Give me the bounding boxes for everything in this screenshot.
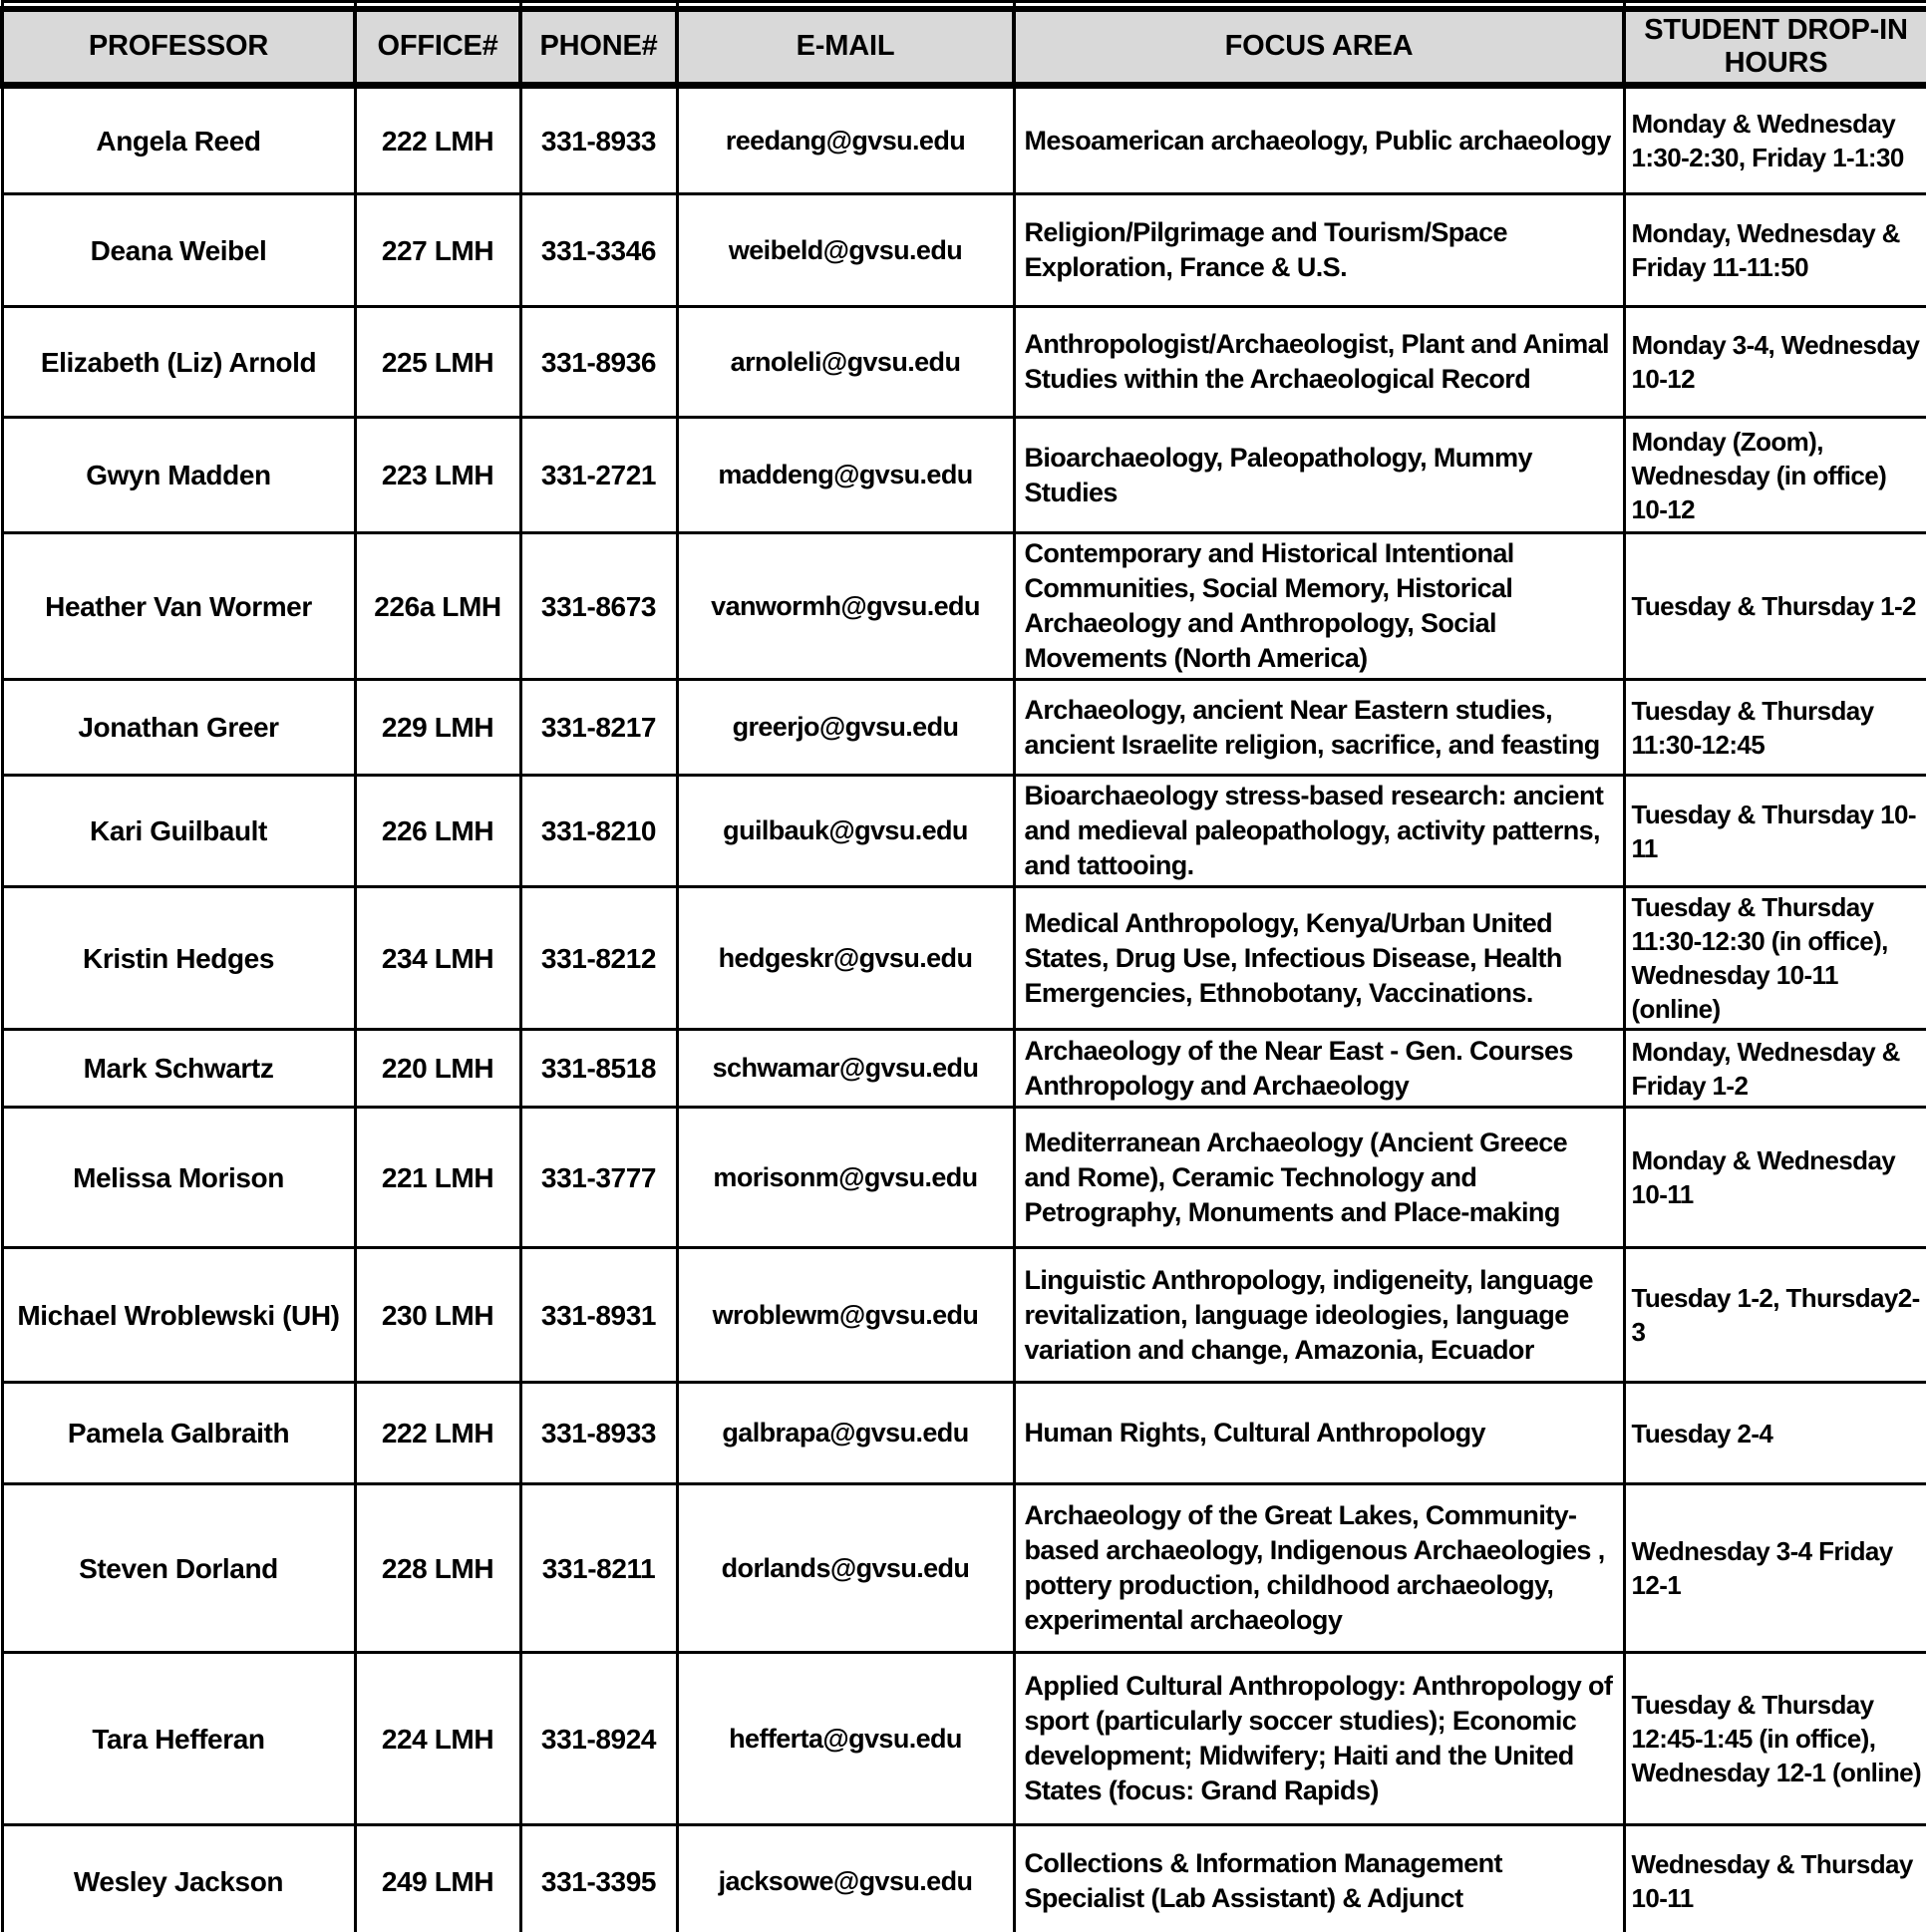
cell-office: 224 LMH	[355, 1653, 520, 1825]
table-row	[2, 1248, 1926, 1383]
cell-email: hefferta@gvsu.edu	[677, 1653, 1014, 1825]
cell-email: jacksowe@gvsu.edu	[677, 1825, 1014, 1932]
cell-hours: Tuesday 1-2, Thursday2-3	[1624, 1248, 1926, 1383]
cell-professor: Steven Dorland	[2, 1484, 355, 1653]
cell-focus: Linguistic Anthropology, indigeneity, language revitalization, language ideologies, language variation and change, Amazonia, Ecuador	[1014, 1248, 1624, 1383]
cell-phone: 331-3346	[520, 194, 677, 307]
cell-hours: Wednesday 3-4 Friday 12-1	[1624, 1484, 1926, 1653]
cell-professor: Gwyn Madden	[2, 418, 355, 533]
cell-hours: Wednesday & Thursday 10-11	[1624, 1825, 1926, 1932]
cell-focus: Anthropologist/Archaeologist, Plant and Animal Studies within the Archaeological Record	[1014, 307, 1624, 418]
cell-office: 222 LMH	[355, 1383, 520, 1484]
cropped-row-top	[2, 2, 1926, 9]
column-header-hours: STUDENT DROP-IN HOURS	[1624, 9, 1926, 86]
cell-professor: Michael Wroblewski (UH)	[2, 1248, 355, 1383]
cell-professor: Heather Van Wormer	[2, 533, 355, 680]
cell-office: 222 LMH	[355, 86, 520, 194]
cell-office: 228 LMH	[355, 1484, 520, 1653]
cell-hours: Tuesday & Thursday 1-2	[1624, 533, 1926, 680]
cell-office: 234 LMH	[355, 887, 520, 1030]
table-row	[2, 86, 1926, 194]
cell-phone: 331-8933	[520, 86, 677, 194]
cell-professor: Pamela Galbraith	[2, 1383, 355, 1484]
cell-hours: Tuesday & Thursday 10-11	[1624, 776, 1926, 887]
cell-professor: Wesley Jackson	[2, 1825, 355, 1932]
cell-email: arnoleli@gvsu.edu	[677, 307, 1014, 418]
cell-office: 225 LMH	[355, 307, 520, 418]
cell-hours: Tuesday 2-4	[1624, 1383, 1926, 1484]
cell-hours: Monday (Zoom), Wednesday (in office) 10-12	[1624, 418, 1926, 533]
table-row	[2, 1108, 1926, 1248]
table-row	[2, 680, 1926, 776]
table-row	[2, 418, 1926, 533]
table-row	[2, 1825, 1926, 1932]
cell-professor: Elizabeth (Liz) Arnold	[2, 307, 355, 418]
table-row	[2, 1383, 1926, 1484]
column-header-office: OFFICE#	[355, 9, 520, 86]
cell-email: morisonm@gvsu.edu	[677, 1108, 1014, 1248]
cell-phone: 331-8217	[520, 680, 677, 776]
table-row	[2, 1484, 1926, 1653]
cell-focus: Medical Anthropology, Kenya/Urban United States, Drug Use, Infectious Disease, Health Emergencies, Ethnobotany, Vaccinations.	[1014, 887, 1624, 1030]
cell-phone: 331-8924	[520, 1653, 677, 1825]
cropped-cell	[2, 2, 355, 9]
cell-hours: Tuesday & Thursday 12:45-1:45 (in office), Wednesday 12-1 (online)	[1624, 1653, 1926, 1825]
cell-focus: Collections & Information Management Specialist (Lab Assistant) & Adjunct	[1014, 1825, 1624, 1932]
cell-hours: Monday, Wednesday & Friday 1-2	[1624, 1030, 1926, 1108]
cell-email: greerjo@gvsu.edu	[677, 680, 1014, 776]
table-row	[2, 194, 1926, 307]
table-row	[2, 1030, 1926, 1108]
cell-office: 221 LMH	[355, 1108, 520, 1248]
cell-hours: Tuesday & Thursday 11:30-12:45	[1624, 680, 1926, 776]
cropped-cell	[677, 2, 1014, 9]
cell-focus: Archaeology, ancient Near Eastern studies, ancient Israelite religion, sacrifice, and feasting	[1014, 680, 1624, 776]
cell-hours: Tuesday & Thursday 11:30-12:30 (in office), Wednesday 10-11 (online)	[1624, 887, 1926, 1030]
cell-focus: Applied Cultural Anthropology: Anthropology of sport (particularly soccer studies); Economic development; Midwifery; Haiti and the United States (focus: Grand Rapids)	[1014, 1653, 1624, 1825]
column-header-email: E-MAIL	[677, 9, 1014, 86]
table-row	[2, 533, 1926, 680]
cell-email: weibeld@gvsu.edu	[677, 194, 1014, 307]
cell-professor: Mark Schwartz	[2, 1030, 355, 1108]
cell-phone: 331-8673	[520, 533, 677, 680]
cell-office: 220 LMH	[355, 1030, 520, 1108]
cell-email: hedgeskr@gvsu.edu	[677, 887, 1014, 1030]
cell-office: 230 LMH	[355, 1248, 520, 1383]
cell-email: wroblewm@gvsu.edu	[677, 1248, 1014, 1383]
cell-phone: 331-3395	[520, 1825, 677, 1932]
cropped-cell	[520, 2, 677, 9]
column-header-professor: PROFESSOR	[2, 9, 355, 86]
cell-email: schwamar@gvsu.edu	[677, 1030, 1014, 1108]
cropped-cell	[1014, 2, 1624, 9]
column-header-focus: FOCUS AREA	[1014, 9, 1624, 86]
cell-focus: Archaeology of the Near East - Gen. Courses Anthropology and Archaeology	[1014, 1030, 1624, 1108]
cell-phone: 331-8211	[520, 1484, 677, 1653]
cell-focus: Human Rights, Cultural Anthropology	[1014, 1383, 1624, 1484]
cell-hours: Monday & Wednesday 1:30-2:30, Friday 1-1:30	[1624, 86, 1926, 194]
table-row	[2, 776, 1926, 887]
cell-focus: Religion/Pilgrimage and Tourism/Space Exploration, France & U.S.	[1014, 194, 1624, 307]
cell-office: 226 LMH	[355, 776, 520, 887]
cell-focus: Bioarchaeology stress-based research: ancient and medieval paleopathology, activity patterns, and tattooing.	[1014, 776, 1624, 887]
cell-hours: Monday, Wednesday & Friday 11-11:50	[1624, 194, 1926, 307]
cell-hours: Monday & Wednesday 10-11	[1624, 1108, 1926, 1248]
cropped-cell	[1624, 2, 1926, 9]
cell-email: vanwormh@gvsu.edu	[677, 533, 1014, 680]
cell-phone: 331-3777	[520, 1108, 677, 1248]
cropped-cell	[355, 2, 520, 9]
cell-hours: Monday 3-4, Wednesday 10-12	[1624, 307, 1926, 418]
cell-phone: 331-8210	[520, 776, 677, 887]
cell-professor: Deana Weibel	[2, 194, 355, 307]
table-header-row	[2, 9, 1926, 86]
column-header-phone: PHONE#	[520, 9, 677, 86]
cell-office: 229 LMH	[355, 680, 520, 776]
cell-professor: Kristin Hedges	[2, 887, 355, 1030]
cell-professor: Melissa Morison	[2, 1108, 355, 1248]
cell-email: dorlands@gvsu.edu	[677, 1484, 1014, 1653]
cell-professor: Kari Guilbault	[2, 776, 355, 887]
cell-office: 226a LMH	[355, 533, 520, 680]
cell-email: galbrapa@gvsu.edu	[677, 1383, 1014, 1484]
table-row	[2, 887, 1926, 1030]
cell-professor: Jonathan Greer	[2, 680, 355, 776]
cell-focus: Mesoamerican archaeology, Public archaeology	[1014, 86, 1624, 194]
cell-email: reedang@gvsu.edu	[677, 86, 1014, 194]
cell-phone: 331-8933	[520, 1383, 677, 1484]
cell-email: guilbauk@gvsu.edu	[677, 776, 1014, 887]
cell-phone: 331-2721	[520, 418, 677, 533]
cell-focus: Contemporary and Historical Intentional Communities, Social Memory, Historical Archaeology and Anthropology, Social Movements (North America)	[1014, 533, 1624, 680]
cell-phone: 331-8212	[520, 887, 677, 1030]
cell-professor: Angela Reed	[2, 86, 355, 194]
cell-focus: Bioarchaeology, Paleopathology, Mummy Studies	[1014, 418, 1624, 533]
cell-office: 223 LMH	[355, 418, 520, 533]
table-row	[2, 307, 1926, 418]
cell-email: maddeng@gvsu.edu	[677, 418, 1014, 533]
cell-office: 249 LMH	[355, 1825, 520, 1932]
cell-phone: 331-8936	[520, 307, 677, 418]
cell-phone: 331-8931	[520, 1248, 677, 1383]
cell-focus: Archaeology of the Great Lakes, Community-based archaeology, Indigenous Archaeologies , pottery production, childhood archaeology, experimental archaeology	[1014, 1484, 1624, 1653]
cell-phone: 331-8518	[520, 1030, 677, 1108]
cell-professor: Tara Hefferan	[2, 1653, 355, 1825]
cell-focus: Mediterranean Archaeology (Ancient Greece and Rome), Ceramic Technology and Petrography, Monuments and Place-making	[1014, 1108, 1624, 1248]
table-row	[2, 1653, 1926, 1825]
cell-office: 227 LMH	[355, 194, 520, 307]
